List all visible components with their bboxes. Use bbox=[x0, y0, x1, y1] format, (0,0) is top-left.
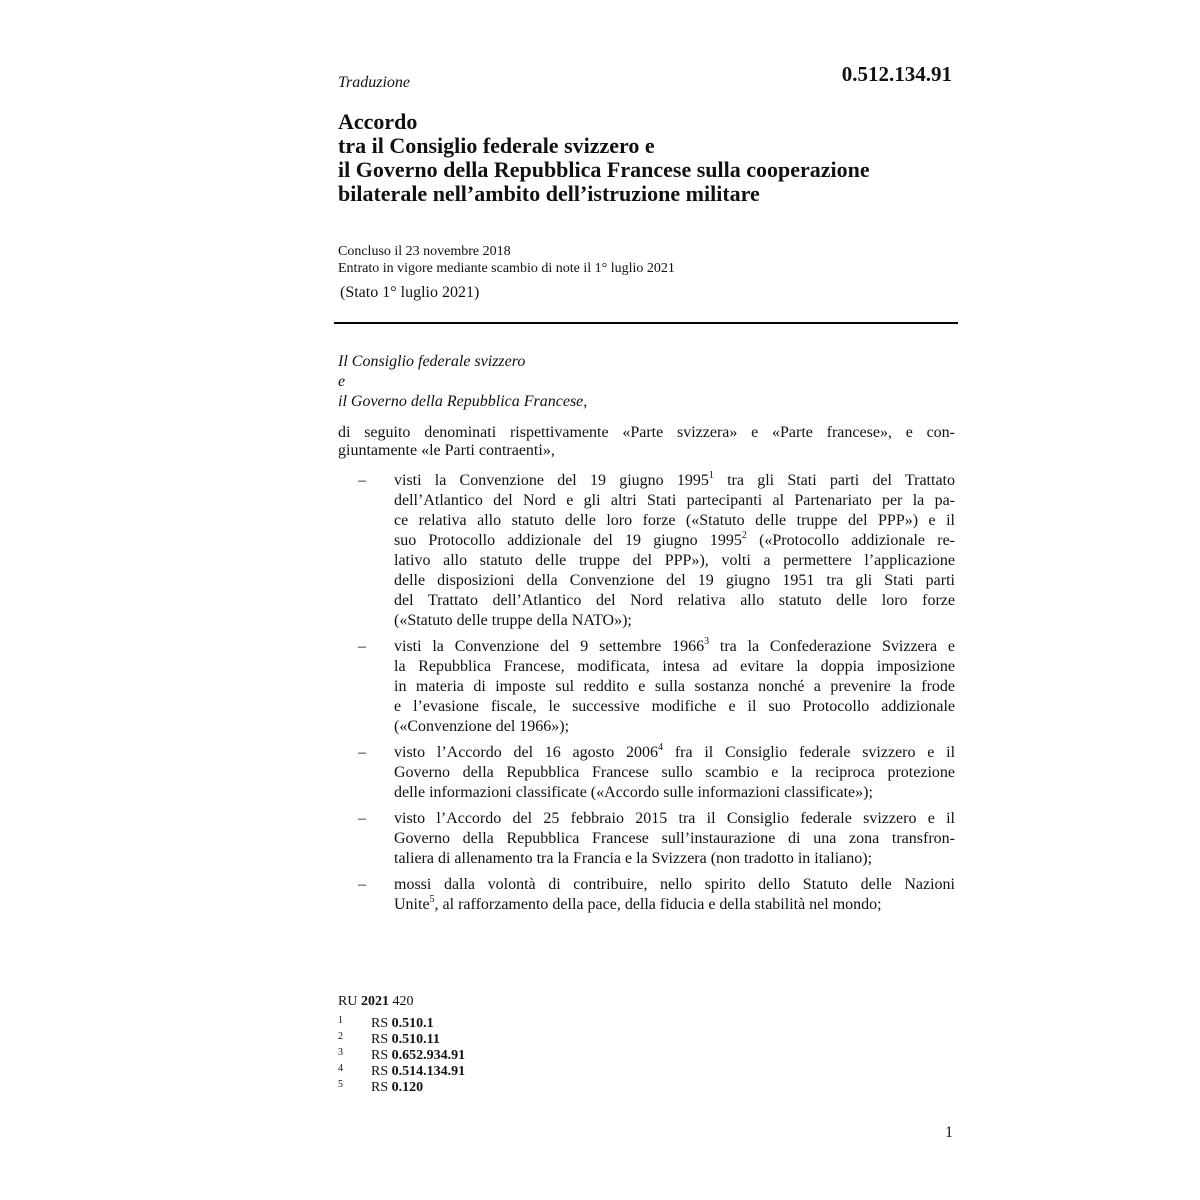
footnote: 2 RS 0.510.11 bbox=[338, 1031, 440, 1047]
title-line: Accordo bbox=[338, 109, 418, 134]
recital-item: – visti la Convenzione del 19 giugno 1995$^1$ tra gli Stati parti del Trattato dell’Atlantico del Nord e gli altri Stati partecipanti al Partenariato per la pa- ce relativa allo statuto delle loro forze («Statuto delle truppe del PPP») e il suo Protocollo addizionale del 19 giugno 1995$^2$ («Protocollo addizionale re- lativo allo statuto delle truppe del PPP»), volti a permettere l’applicazione delle disposizioni della Convenzione del 19 giugno 1951 tra gli Stati parti del Trattato dell’Atlantico del Nord relativa allo statuto delle loro forze («Statuto delle truppe della NATO»); bbox=[358, 469, 955, 629]
footnote: 1 RS 0.510.1 bbox=[338, 1015, 434, 1031]
party-line: e bbox=[338, 373, 346, 390]
translation-label: Traduzione bbox=[338, 74, 411, 91]
footnote-ref: 5 bbox=[429, 893, 435, 905]
header-divider bbox=[334, 322, 958, 324]
recital-item: – visto l’Accordo del 25 febbraio 2015 tra il Consiglio federale svizzero e il Governo della Repubblica Francese sull’instaurazione di una zona transfron- taliera di allenamento tra la Francia e la Svizzera (non tradotto in italiano); bbox=[358, 810, 955, 867]
footnote: 5 RS 0.120 bbox=[338, 1079, 424, 1095]
intro-paragraph bbox=[338, 424, 955, 460]
recitals-list bbox=[338, 471, 955, 921]
recital-item: – visti la Convenzione del 9 settembre 1966$^3$ tra la Confederazione Svizzera e la Repubblica Francese, modificata, intesa ad evitare la doppia imposizione in materia di imposte sul reddito e sulla sostanza nonché a prevenire la frode e l’evasione fiscale, le successive modifiche e il suo Protocollo addizionale («Convenzione del 1966»); bbox=[358, 635, 955, 735]
footnote-ref: 3 bbox=[704, 635, 710, 647]
ru-reference: RU 2021 420 bbox=[338, 994, 414, 1009]
entry-into-force: Entrato in vigore mediante scambio di note il 1° luglio 2021 bbox=[338, 261, 675, 276]
dash-bullet: – bbox=[358, 638, 366, 655]
recital-item: – mossi dalla volontà di contribuire, nello spirito dello Statuto delle Nazioni Unite$^5$, al rafforzamento della pace, della fiducia e della stabilità nel mondo; bbox=[358, 876, 955, 913]
footnote-ref: 2 bbox=[741, 529, 747, 541]
title-line: bilaterale nell’ambito dell’istruzione militare bbox=[338, 181, 760, 206]
footnote-ref: 1 bbox=[708, 469, 714, 481]
document-number: 0.512.134.91 bbox=[841, 62, 952, 86]
dash-bullet: – bbox=[358, 810, 366, 827]
dash-bullet: – bbox=[358, 876, 366, 893]
footnote: 3 RS 0.652.934.91 bbox=[338, 1047, 466, 1063]
contracting-parties bbox=[338, 352, 587, 412]
intro-line: di seguito denominati rispettivamente «Parte svizzera» e «Parte francese», e con- bbox=[338, 424, 955, 441]
party-line: Il Consiglio federale svizzero bbox=[338, 353, 526, 370]
dash-bullet: – bbox=[358, 472, 366, 489]
page-number: 1 bbox=[945, 1124, 953, 1141]
concluded-date: Concluso il 23 novembre 2018 bbox=[338, 244, 511, 259]
footnotes bbox=[338, 1016, 465, 1096]
status-date: (Stato 1° luglio 2021) bbox=[340, 284, 480, 301]
party-line: il Governo della Repubblica Francese, bbox=[338, 393, 588, 410]
title-line: tra il Consiglio federale svizzero e bbox=[338, 133, 655, 158]
recital-item: – visto l’Accordo del 16 agosto 2006$^4$ fra il Consiglio federale svizzero e il Governo della Repubblica Francese sullo scambio e la reciproca protezione delle informazioni classificate («Accordo sulle informazioni classificate»); bbox=[358, 741, 956, 801]
intro-line: giuntamente «le Parti contraenti», bbox=[338, 442, 555, 459]
footnote: 4 RS 0.514.134.91 bbox=[338, 1063, 466, 1079]
footnote-ref: 4 bbox=[658, 741, 664, 753]
document-title bbox=[338, 110, 978, 206]
title-line: il Governo della Repubblica Francese sulla cooperazione bbox=[338, 157, 870, 182]
dash-bullet: – bbox=[358, 744, 366, 761]
